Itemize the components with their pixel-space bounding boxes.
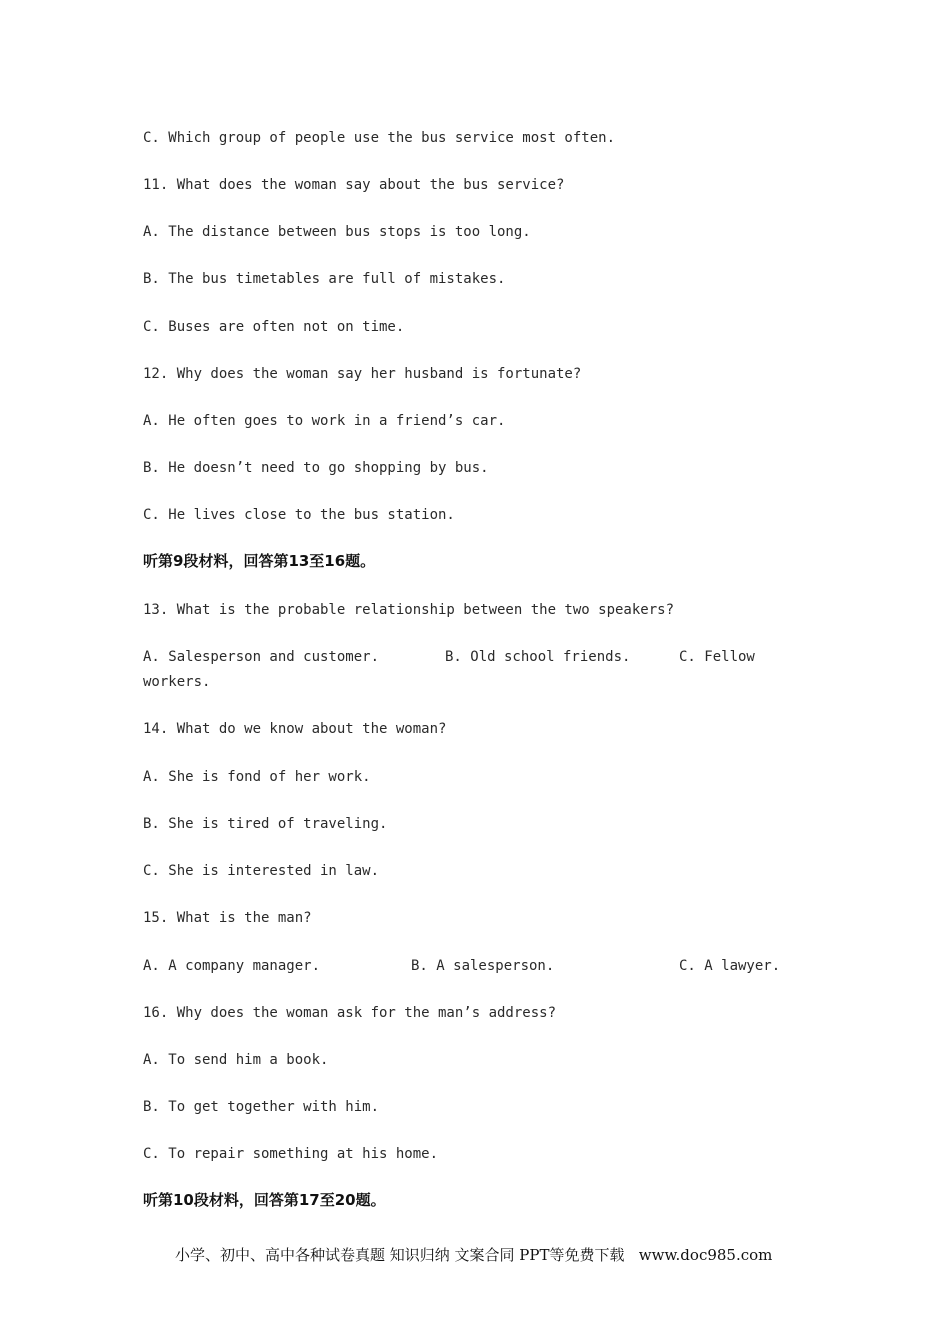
q16-option-c: C. To repair something at his home. xyxy=(143,1146,439,1162)
q13-question: 13. What is the probable relationship between the two speakers? xyxy=(143,602,675,618)
q13-option-b: B. Old school friends. xyxy=(445,649,631,665)
q14-option-c: C. She is interested in law. xyxy=(143,863,380,879)
footer-text: 小学、初中、高中各种试卷真题 知识归纳 文案合同 PPT等免费下载 www.doc985.com xyxy=(175,1246,773,1264)
q15-option-c: C. A lawyer. xyxy=(679,958,781,974)
q13-option-c-wrap: workers. xyxy=(143,674,211,690)
q15-question: 15. What is the man? xyxy=(143,910,312,926)
q14-option-a: A. She is fond of her work. xyxy=(143,769,371,785)
q13-option-a: A. Salesperson and customer. xyxy=(143,649,380,665)
q14-option-b: B. She is tired of traveling. xyxy=(143,816,388,832)
q13-option-c: C. Fellow xyxy=(679,649,755,665)
q12-option-a: A. He often goes to work in a friend’s car. xyxy=(143,413,506,429)
section-10-heading: 听第10段材料，回答第17至20题。 xyxy=(143,1191,386,1209)
q12-question: 12. Why does the woman say her husband is fortunate? xyxy=(143,366,582,382)
q11-option-a: A. The distance between bus stops is too long. xyxy=(143,224,531,240)
q16-question: 16. Why does the woman ask for the man’s address? xyxy=(143,1005,557,1021)
q15-option-b: B. A salesperson. xyxy=(411,958,555,974)
q10-option-c: C. Which group of people use the bus service most often. xyxy=(143,130,616,146)
section-9-heading: 听第9段材料，回答第13至16题。 xyxy=(143,552,376,570)
q16-option-a: A. To send him a book. xyxy=(143,1052,329,1068)
q16-option-b: B. To get together with him. xyxy=(143,1099,380,1115)
q11-question: 11. What does the woman say about the bus service? xyxy=(143,177,565,193)
q11-option-b: B. The bus timetables are full of mistakes. xyxy=(143,271,506,287)
q12-option-b: B. He doesn’t need to go shopping by bus. xyxy=(143,460,489,476)
q14-question: 14. What do we know about the woman? xyxy=(143,721,447,737)
q15-option-a: A. A company manager. xyxy=(143,958,321,974)
q12-option-c: C. He lives close to the bus station. xyxy=(143,507,455,523)
q11-option-c: C. Buses are often not on time. xyxy=(143,319,405,335)
